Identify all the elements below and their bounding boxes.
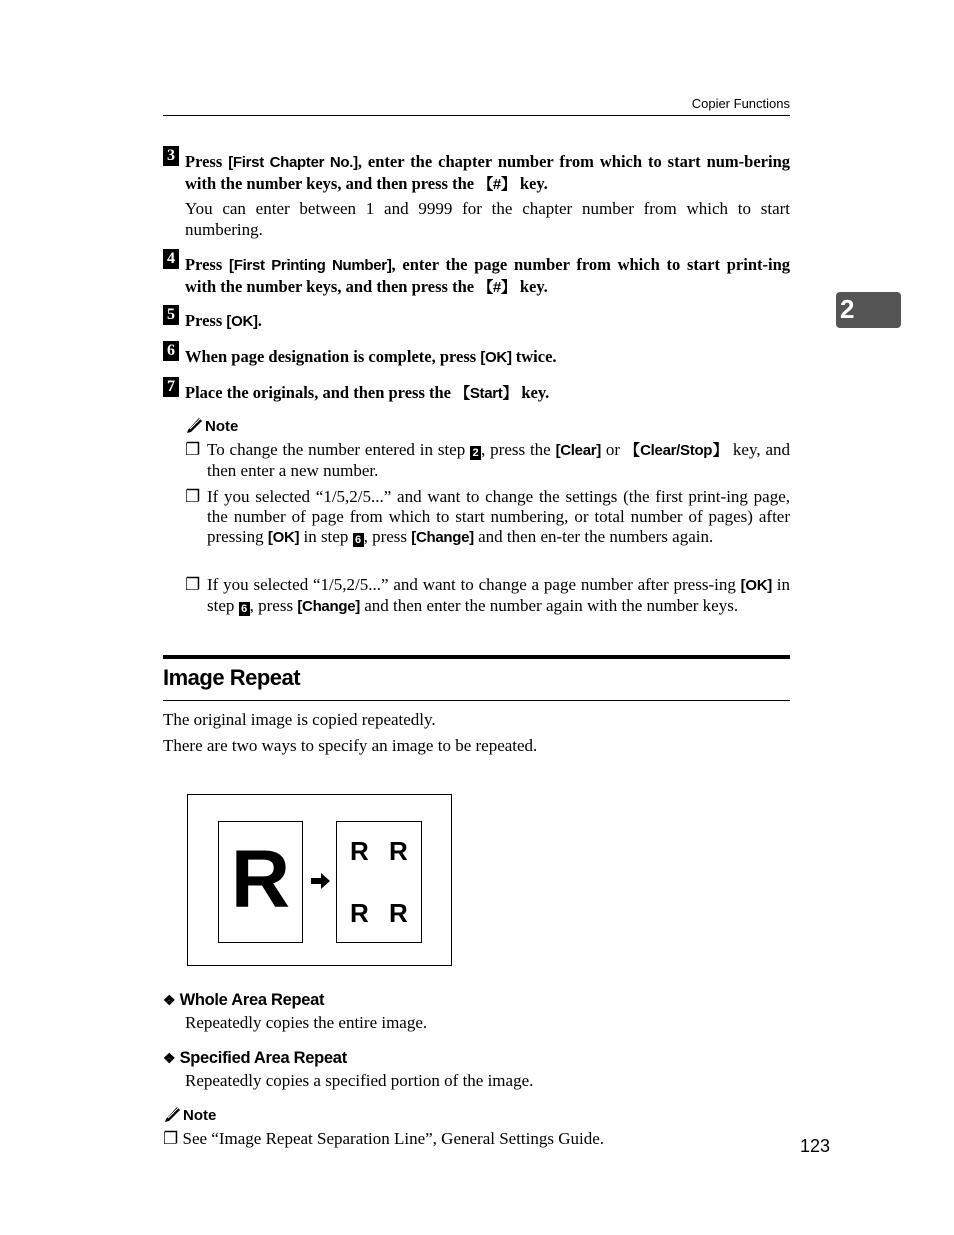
repeat-letter: R <box>389 898 408 928</box>
step-number-5: 5 <box>163 305 179 325</box>
step-number-7: 7 <box>163 377 179 397</box>
header-rule <box>163 115 790 116</box>
repeated-copy-sheet <box>336 821 422 943</box>
step-number-6: 6 <box>163 341 179 361</box>
section-rule <box>163 700 790 701</box>
step-6-text-end: twice. <box>511 347 557 366</box>
note-text: in step <box>207 575 790 615</box>
whole-area-repeat-desc: Repeatedly copies the entire image. <box>185 1013 428 1032</box>
chapter-tab-number: 2 <box>840 294 855 324</box>
note-item <box>185 575 790 617</box>
change-key: [Change] <box>411 529 474 546</box>
step-ref-icon: 2 <box>470 446 481 460</box>
note-item <box>185 487 790 548</box>
step-5-text-end: . <box>257 311 262 330</box>
repeat-letter: R <box>350 898 369 928</box>
repeat-letter: R <box>389 836 408 866</box>
note-text: or <box>601 440 625 459</box>
note-text: If you selected “1/5,2/5...” and want to change a page number after press-ing <box>207 575 741 594</box>
note-heading <box>163 1104 216 1125</box>
note-text: , press <box>363 527 412 546</box>
step-4-text-end: key. <box>515 277 548 296</box>
diamond-bullet-icon: ❖ <box>163 1050 176 1066</box>
first-chapter-no-key: [First Chapter No.] <box>228 154 358 171</box>
clear-stop-key: 【Clear/Stop】 <box>624 442 729 459</box>
step-4-text-mid: , enter the page number from which to start print-ing with the number keys, and then press the <box>185 255 790 296</box>
step-ref-icon: 6 <box>353 533 364 547</box>
note-text: To change the number entered in step <box>207 440 471 459</box>
original-sheet <box>218 821 303 943</box>
specified-area-repeat-title: Specified Area Repeat <box>179 1049 347 1067</box>
checkbox-icon: ❐ <box>185 440 201 459</box>
note-text: and then en-ter the numbers again. <box>473 527 714 546</box>
step-3-detail: You can enter between 1 and 9999 for the chapter number from which to start numbering. <box>185 199 790 239</box>
checkbox-icon: ❐ <box>185 575 201 594</box>
note-item <box>185 440 790 481</box>
step-3-text-mid: , enter the chapter number from which to start num-bering with the number keys, and then press the <box>185 152 791 193</box>
ok-key: [OK] <box>740 577 772 594</box>
ok-key: [OK] <box>480 349 512 366</box>
start-key: 【Start】 <box>455 385 518 402</box>
chapter-tab <box>836 292 901 328</box>
note-heading <box>185 415 238 436</box>
step-4-instruction <box>185 254 790 298</box>
note-heading-label: Note <box>183 1107 217 1124</box>
note-heading-label: Note <box>205 418 239 435</box>
specified-area-repeat-desc: Repeatedly copies a specified portion of the image. <box>185 1071 534 1090</box>
hash-key: 【#】 <box>478 279 516 296</box>
ok-key: [OK] <box>226 313 258 330</box>
step-number-3: 3 <box>163 146 179 166</box>
ok-key: [OK] <box>267 529 300 546</box>
step-7-text: Place the originals, and then press the <box>185 383 456 402</box>
note-text: in step <box>299 527 353 546</box>
pencil-icon <box>163 1104 183 1122</box>
clear-key: [Clear] <box>555 442 601 459</box>
step-6-instruction <box>185 346 790 368</box>
specified-area-repeat-heading <box>163 1049 347 1068</box>
change-key: [Change] <box>297 598 360 615</box>
note-text: , press the <box>481 440 556 459</box>
step-5-text: Press <box>185 311 227 330</box>
step-3-text: Press <box>185 152 229 171</box>
step-7-instruction <box>185 382 790 404</box>
step-number-4: 4 <box>163 249 179 269</box>
note-text: key, and then enter a new number. <box>207 440 790 480</box>
image-repeat-figure <box>187 794 452 966</box>
step-6-text: When page designation is complete, press <box>185 347 481 366</box>
section-top-bar <box>163 655 790 659</box>
checkbox-icon: ❐ <box>185 487 201 506</box>
note-text: , press <box>249 596 298 615</box>
repeat-letter: R <box>350 836 369 866</box>
step-4-text: Press <box>185 255 230 274</box>
step-ref-icon: 6 <box>239 602 250 616</box>
section-intro-2: There are two ways to specify an image to be repeated. <box>163 736 538 755</box>
hash-key: 【#】 <box>478 176 516 193</box>
first-printing-number-key: [First Printing Number] <box>229 257 392 274</box>
whole-area-repeat-heading <box>163 991 324 1010</box>
checkbox-icon: ❐ <box>163 1129 179 1148</box>
section-title: Image Repeat <box>163 665 301 690</box>
running-header: Copier Functions <box>691 96 790 111</box>
pencil-icon <box>185 415 205 433</box>
whole-area-repeat-title: Whole Area Repeat <box>179 991 325 1009</box>
section-intro-1: The original image is copied repeatedly. <box>163 710 436 729</box>
step-5-instruction <box>185 310 790 332</box>
note-text: See “Image Repeat Separation Line”, General Settings Guide. <box>182 1129 605 1148</box>
step-3-text-end: key. <box>515 174 548 193</box>
arrow-right-icon <box>310 871 332 891</box>
note-text: and then enter the number again with the number keys. <box>359 596 739 615</box>
note-item <box>163 1129 604 1149</box>
diamond-bullet-icon: ❖ <box>163 992 176 1008</box>
step-7-text-end: key. <box>517 383 550 402</box>
step-3-instruction <box>185 151 790 195</box>
note-text: If you selected “1/5,2/5...” and want to change the settings (the first print-ing page, the number of page from which to start numbering, or total number of pages) after pressing <box>207 487 790 546</box>
page-number: 123 <box>800 1136 831 1156</box>
original-letter: R <box>230 834 291 925</box>
